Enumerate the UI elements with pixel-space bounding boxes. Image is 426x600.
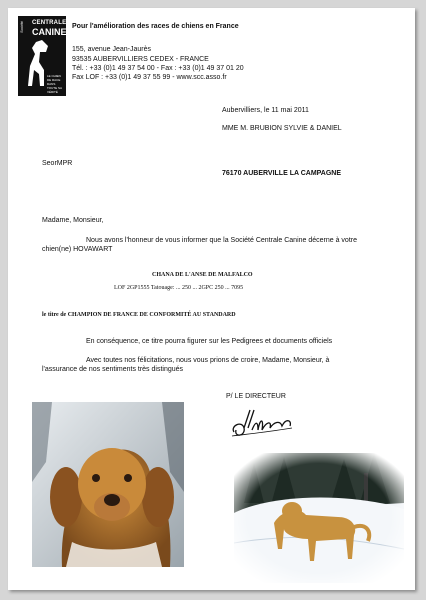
salutation: Madame, Monsieur, xyxy=(42,217,104,224)
reference: SeorMPR xyxy=(42,160,73,167)
scc-logo xyxy=(18,16,66,96)
consequence-line: En conséquence, ce titre pourra figurer sur les Pedigrees et documents officiels xyxy=(86,338,333,345)
certificate-page xyxy=(8,8,415,590)
header-tagline: Pour l'amélioration des races de chiens en France xyxy=(72,23,239,30)
header-address-line2: 93535 AUBERVILLIERS CEDEX - FRANCE xyxy=(72,56,209,63)
closing-line-2: l'assurance de nos sentiments très distingués xyxy=(42,366,184,373)
recipient-name: MME M. BRUBION SYLVIE & DANIEL xyxy=(222,125,342,132)
dog-in-snow-photo xyxy=(234,453,404,583)
closing-line-1: Avec toutes nos félicitations, nous vous prions de croire, Madame, Monsieur, à xyxy=(86,357,330,364)
signatory: P/ LE DIRECTEUR xyxy=(226,393,286,400)
dog-portrait-photo xyxy=(32,402,184,567)
dog-registration: LOF 2GP1555 Tatouage: ... 250 ... 2GPC 250 ... 7095 xyxy=(114,285,244,291)
title-awarded: le titre de CHAMPION DE FRANCE DE CONFORMITÉ AU STANDARD xyxy=(42,312,236,318)
header-address-line1: 155, avenue Jean-Jaurès xyxy=(72,46,151,53)
signature-image xyxy=(228,398,298,443)
logo-top-text: CENTRALE xyxy=(32,20,67,26)
place-date: Aubervilliers, le 11 mai 2011 xyxy=(222,107,309,114)
recipient-city: 76170 AUBERVILLE LA CAMPAGNE xyxy=(222,170,342,177)
body-line-2: chien(ne) HOVAWART xyxy=(42,246,113,253)
logo-society-text: Société xyxy=(20,21,24,33)
body-line-1: Nous avons l'honneur de vous informer que la Société Centrale Canine décerne à votre xyxy=(86,237,357,244)
header-fax-website: Fax LOF : +33 (0)1 49 37 55 99 - www.scc.asso.fr xyxy=(72,74,227,81)
dog-name: CHANA DE L'ANSE DE MALFALCO xyxy=(152,272,253,278)
logo-subtitle: LE CHIEN DE RACE DANS TOUTE SA VÉRITÉ xyxy=(47,74,62,94)
header-telephone: Tél. : +33 (0)1 49 37 54 00 - Fax : +33 (0)1 49 37 01 20 xyxy=(72,65,244,72)
logo-main-text: CANINE xyxy=(32,27,67,37)
